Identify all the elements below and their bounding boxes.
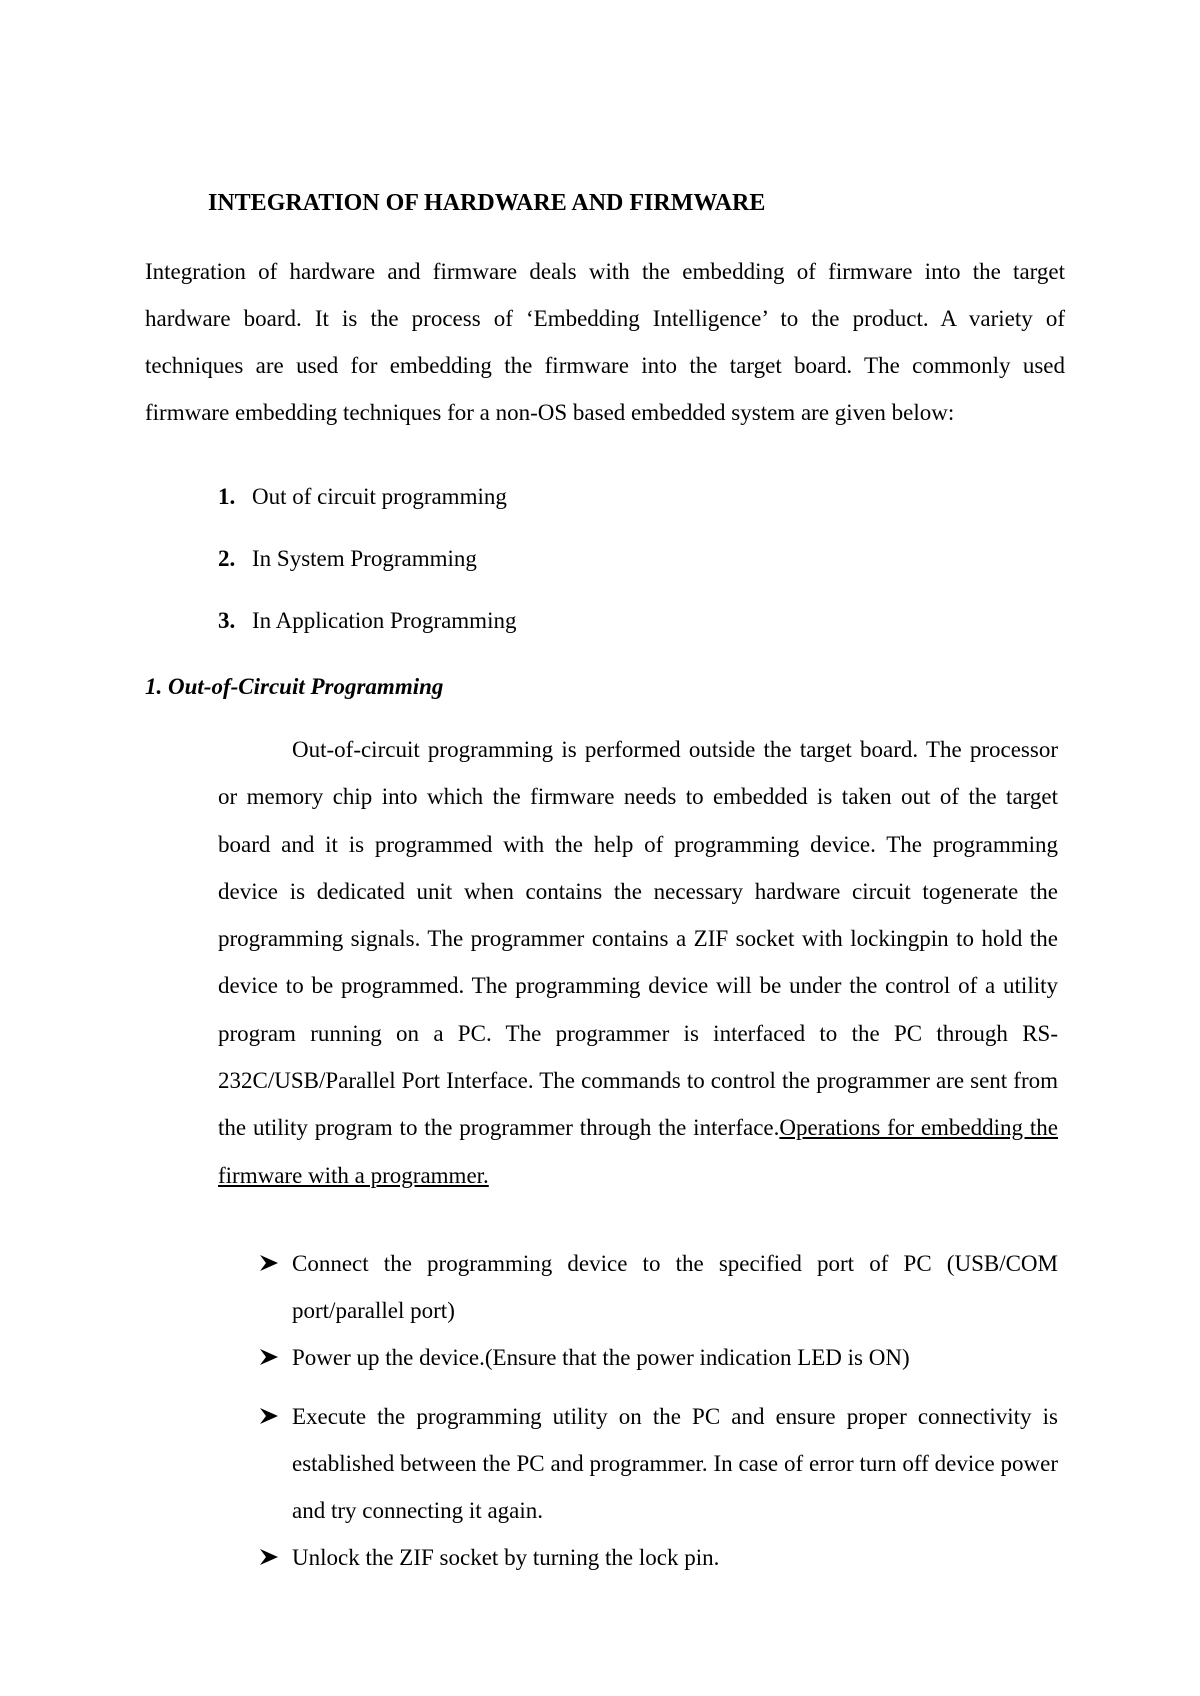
list-label: In System Programming bbox=[252, 546, 477, 571]
list-number: 3. bbox=[218, 608, 236, 633]
list-item bbox=[218, 546, 516, 608]
arrow-bullet-icon bbox=[258, 1253, 280, 1273]
list-item bbox=[258, 1393, 1058, 1534]
intro-text: Integration of hardware and firmware deals with the embedding of firmware into the target hardware board. It is the process of ‘Embedding Intelligence’ to the product. A variety of techniques are used for embedding the firmware into the target board. The commonly used firmware embedding techniques for a non-OS based embedded system are given below: bbox=[145, 259, 1065, 425]
list-item bbox=[258, 1534, 1058, 1581]
operations-heading: Operations for embedding the firmware with a programmer. bbox=[218, 1115, 1058, 1188]
section-paragraph bbox=[218, 726, 1058, 1199]
list-label: Connect the programming device to the specified port of PC (USB/COM port/parallel port) bbox=[292, 1251, 1058, 1323]
intro-paragraph bbox=[145, 248, 1065, 436]
list-label: In Application Programming bbox=[252, 608, 517, 633]
section-paragraph-text: Out-of-circuit programming is performed outside the target board. The processor or memory chip into which the firmware needs to embedded is taken out of the target board and it is programmed with the help of programming device. The programming device is dedicated unit when contains the necessary hardware circuit togenerate the programming signals. The programmer contains a ZIF socket with lockingpin to hold the device to be programmed. The programming device will be under the control of a utility program running on a PC. The programmer is interfaced to the PC through RS-232C/USB/Parallel Port Interface. The commands to control the programmer are sent from the utility program to the programmer through the interface. bbox=[218, 737, 1058, 1141]
page-title: INTEGRATION OF HARDWARE AND FIRMWARE bbox=[208, 190, 766, 216]
arrow-bullet-icon bbox=[258, 1406, 280, 1426]
list-number: 2. bbox=[218, 546, 236, 571]
techniques-list bbox=[218, 484, 516, 670]
list-label: Power up the device.(Ensure that the power indication LED is ON) bbox=[292, 1345, 910, 1370]
list-number: 1. bbox=[218, 484, 236, 509]
operations-list bbox=[258, 1240, 1058, 1581]
list-label: Out of circuit programming bbox=[252, 484, 507, 509]
list-item bbox=[218, 484, 516, 546]
list-label: Execute the programming utility on the PC and ensure proper connectivity is established between the PC and programmer. In case of error turn off device power and try connecting it again. bbox=[292, 1404, 1058, 1523]
list-item bbox=[258, 1334, 1058, 1381]
arrow-bullet-icon bbox=[258, 1347, 280, 1367]
arrow-bullet-icon bbox=[258, 1547, 280, 1567]
list-label: Unlock the ZIF socket by turning the lock pin. bbox=[292, 1545, 720, 1570]
list-item bbox=[258, 1240, 1058, 1334]
list-item bbox=[218, 608, 516, 670]
section-heading: 1. Out-of-Circuit Programming bbox=[145, 674, 444, 699]
